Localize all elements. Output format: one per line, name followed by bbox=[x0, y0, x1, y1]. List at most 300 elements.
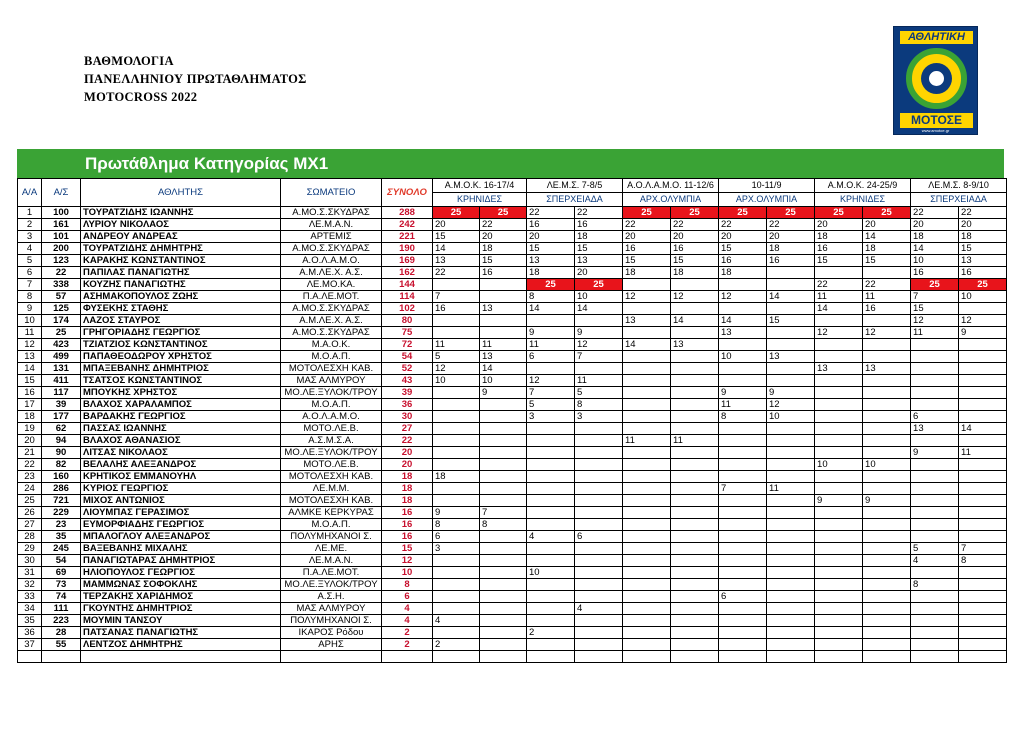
score-cell: 18 bbox=[527, 267, 575, 279]
club-cell: ΜΟΤΟ.ΛΕ.Β. bbox=[281, 423, 382, 435]
score-cell: 20 bbox=[719, 231, 767, 243]
score-cell bbox=[719, 615, 767, 627]
score-cell: 16 bbox=[480, 267, 527, 279]
score-cell: 20 bbox=[959, 219, 1007, 231]
score-cell: 12 bbox=[527, 375, 575, 387]
score-cell: 14 bbox=[433, 243, 480, 255]
rider-name-cell: ΛΙΟΥΜΠΑΣ ΓΕΡΑΣΙΜΟΣ bbox=[81, 507, 281, 519]
score-cell bbox=[671, 519, 719, 531]
empty-cell bbox=[767, 651, 815, 663]
score-cell: 14 bbox=[623, 339, 671, 351]
table-row bbox=[18, 207, 1007, 219]
score-cell: 10 bbox=[480, 375, 527, 387]
score-cell bbox=[623, 579, 671, 591]
club-cell: Μ.Α.Ο.Κ. bbox=[281, 339, 382, 351]
rider-name-cell: ΛΥΡΙΟΥ ΝΙΚΟΛΑΟΣ bbox=[81, 219, 281, 231]
score-cell bbox=[623, 447, 671, 459]
race-number-cell: 160 bbox=[42, 471, 81, 483]
empty-cell bbox=[575, 651, 623, 663]
score-cell: 8 bbox=[433, 519, 480, 531]
race-number-cell: 74 bbox=[42, 591, 81, 603]
score-cell bbox=[959, 579, 1007, 591]
position-cell: 24 bbox=[18, 483, 42, 495]
table-row bbox=[18, 495, 1007, 507]
score-cell: 11 bbox=[671, 435, 719, 447]
club-cell: ΑΡΗΣ bbox=[281, 639, 382, 651]
score-cell bbox=[863, 339, 911, 351]
position-cell: 26 bbox=[18, 507, 42, 519]
score-cell: 9 bbox=[863, 495, 911, 507]
rider-name-cell: ΛΑΖΟΣ ΣΤΑΥΡΟΣ bbox=[81, 315, 281, 327]
score-cell bbox=[863, 399, 911, 411]
score-cell: 14 bbox=[575, 303, 623, 315]
score-cell: 18 bbox=[959, 231, 1007, 243]
score-cell bbox=[815, 375, 863, 387]
rider-name-cell: ΒΛΑΧΟΣ ΧΑΡΑΛΑΜΠΟΣ bbox=[81, 399, 281, 411]
score-cell bbox=[719, 519, 767, 531]
score-cell bbox=[480, 399, 527, 411]
score-cell bbox=[480, 411, 527, 423]
score-cell: 3 bbox=[575, 411, 623, 423]
position-cell: 23 bbox=[18, 471, 42, 483]
score-cell bbox=[767, 627, 815, 639]
club-cell: ΜΑΣ ΑΛΜΥΡΟΥ bbox=[281, 375, 382, 387]
table-row bbox=[18, 243, 1007, 255]
score-cell bbox=[623, 279, 671, 291]
score-cell: 18 bbox=[719, 267, 767, 279]
score-cell bbox=[527, 363, 575, 375]
empty-cell bbox=[911, 651, 959, 663]
score-cell: 18 bbox=[433, 471, 480, 483]
club-cell: ΠΟΛΥΜΗΧΑΝΟΙ Σ. bbox=[281, 531, 382, 543]
club-cell: Μ.Ο.Α.Π. bbox=[281, 351, 382, 363]
club-cell: Α.ΜΟ.Σ.ΣΚΥΔΡΑΣ bbox=[281, 327, 382, 339]
score-cell bbox=[623, 423, 671, 435]
score-cell bbox=[767, 495, 815, 507]
score-cell bbox=[671, 603, 719, 615]
club-cell: ΜΟΤΟ.ΛΕ.Β. bbox=[281, 459, 382, 471]
score-cell bbox=[767, 363, 815, 375]
position-cell: 25 bbox=[18, 495, 42, 507]
score-cell: 2 bbox=[433, 639, 480, 651]
table-row bbox=[18, 507, 1007, 519]
score-cell bbox=[959, 591, 1007, 603]
score-cell: 25 bbox=[623, 207, 671, 219]
empty-row bbox=[18, 651, 1007, 663]
total-points-cell: 16 bbox=[382, 519, 433, 531]
score-cell: 3 bbox=[433, 543, 480, 555]
score-cell: 25 bbox=[671, 207, 719, 219]
score-cell bbox=[671, 375, 719, 387]
total-points-cell: 169 bbox=[382, 255, 433, 267]
total-points-cell: 20 bbox=[382, 447, 433, 459]
score-cell bbox=[815, 579, 863, 591]
score-cell bbox=[623, 567, 671, 579]
score-cell bbox=[959, 471, 1007, 483]
score-cell bbox=[815, 531, 863, 543]
score-cell bbox=[719, 423, 767, 435]
score-cell: 22 bbox=[575, 207, 623, 219]
score-cell bbox=[480, 627, 527, 639]
score-cell bbox=[671, 411, 719, 423]
score-cell bbox=[623, 507, 671, 519]
score-cell bbox=[527, 315, 575, 327]
score-cell bbox=[863, 603, 911, 615]
score-cell bbox=[671, 555, 719, 567]
club-cell: Α.ΜΟ.Σ.ΣΚΥΔΡΑΣ bbox=[281, 207, 382, 219]
score-cell bbox=[719, 639, 767, 651]
table-row bbox=[18, 531, 1007, 543]
score-cell bbox=[671, 303, 719, 315]
position-cell: 31 bbox=[18, 567, 42, 579]
rider-name-cell: ΛΙΤΣΑΣ ΝΙΚΟΛΑΟΣ bbox=[81, 447, 281, 459]
score-cell bbox=[480, 423, 527, 435]
score-cell bbox=[527, 519, 575, 531]
score-cell bbox=[671, 279, 719, 291]
total-points-cell: 80 bbox=[382, 315, 433, 327]
score-cell bbox=[959, 303, 1007, 315]
score-cell: 16 bbox=[575, 219, 623, 231]
venue-header: ΑΡΧ.ΟΛΥΜΠΙΑ bbox=[719, 193, 815, 207]
rider-name-cell: ΜΠΟΥΚΗΣ ΧΡΗΣΤΟΣ bbox=[81, 387, 281, 399]
rider-name-cell: ΠΑΝΑΓΙΩΤΑΡΑΣ ΔΗΜΗΤΡΙΟΣ bbox=[81, 555, 281, 567]
score-cell bbox=[815, 615, 863, 627]
score-cell: 25 bbox=[815, 207, 863, 219]
score-cell bbox=[911, 567, 959, 579]
race-number-cell: 100 bbox=[42, 207, 81, 219]
position-cell: 34 bbox=[18, 603, 42, 615]
club-cell: ΜΟΤΟΛΕΣΧΗ ΚΑΒ. bbox=[281, 363, 382, 375]
position-cell: 13 bbox=[18, 351, 42, 363]
score-cell: 12 bbox=[433, 363, 480, 375]
empty-cell bbox=[671, 651, 719, 663]
rider-name-cell: ΦΥΣΕΚΗΣ ΣΤΑΘΗΣ bbox=[81, 303, 281, 315]
rider-name-cell: ΚΟΥΖΗΣ ΠΑΝΑΓΙΩΤΗΣ bbox=[81, 279, 281, 291]
empty-cell bbox=[81, 651, 281, 663]
score-cell bbox=[719, 279, 767, 291]
score-cell: 11 bbox=[575, 375, 623, 387]
score-cell bbox=[480, 435, 527, 447]
score-cell: 12 bbox=[911, 315, 959, 327]
score-cell: 14 bbox=[527, 303, 575, 315]
race-number-cell: 94 bbox=[42, 435, 81, 447]
rider-name-cell: ΤΟΥΡΑΤΖΙΔΗΣ ΔΗΜΗΤΡΗΣ bbox=[81, 243, 281, 255]
score-cell bbox=[575, 627, 623, 639]
score-cell: 18 bbox=[815, 231, 863, 243]
score-cell bbox=[719, 375, 767, 387]
score-cell: 10 bbox=[959, 291, 1007, 303]
score-cell bbox=[480, 555, 527, 567]
score-cell bbox=[480, 483, 527, 495]
score-cell: 18 bbox=[575, 231, 623, 243]
score-cell: 20 bbox=[815, 219, 863, 231]
logo-url: www.amotoe.gr bbox=[921, 128, 950, 133]
score-cell: 13 bbox=[863, 363, 911, 375]
score-cell: 22 bbox=[767, 219, 815, 231]
score-cell: 8 bbox=[911, 579, 959, 591]
score-cell bbox=[575, 495, 623, 507]
position-cell: 17 bbox=[18, 399, 42, 411]
score-cell: 15 bbox=[959, 243, 1007, 255]
position-cell: 19 bbox=[18, 423, 42, 435]
score-cell: 2 bbox=[527, 627, 575, 639]
score-cell bbox=[671, 531, 719, 543]
position-cell: 12 bbox=[18, 339, 42, 351]
race-number-cell: 223 bbox=[42, 615, 81, 627]
score-cell bbox=[815, 423, 863, 435]
club-cell: ΜΟ.ΛΕ.ΞΥΛΟΚ/ΤΡΟΥ bbox=[281, 579, 382, 591]
position-cell: 15 bbox=[18, 375, 42, 387]
score-cell: 4 bbox=[911, 555, 959, 567]
score-cell bbox=[863, 591, 911, 603]
race-number-cell: 229 bbox=[42, 507, 81, 519]
score-cell bbox=[671, 327, 719, 339]
score-cell bbox=[815, 507, 863, 519]
score-cell bbox=[480, 291, 527, 303]
total-points-cell: 54 bbox=[382, 351, 433, 363]
rider-name-cell: ΒΑΡΔΑΚΗΣ ΓΕΩΡΓΙΟΣ bbox=[81, 411, 281, 423]
total-points-cell: 75 bbox=[382, 327, 433, 339]
event-header: Α.Μ.Ο.Κ. 24-25/9 bbox=[815, 179, 911, 193]
rider-name-cell: ΒΛΑΧΟΣ ΑΘΑΝΑΣΙΟΣ bbox=[81, 435, 281, 447]
score-cell bbox=[623, 471, 671, 483]
total-points-cell: 16 bbox=[382, 507, 433, 519]
race-number-cell: 101 bbox=[42, 231, 81, 243]
position-cell: 29 bbox=[18, 543, 42, 555]
score-cell: 15 bbox=[480, 255, 527, 267]
score-cell bbox=[575, 447, 623, 459]
position-cell: 21 bbox=[18, 447, 42, 459]
score-cell bbox=[911, 507, 959, 519]
total-points-cell: 242 bbox=[382, 219, 433, 231]
score-cell bbox=[527, 543, 575, 555]
score-cell bbox=[575, 555, 623, 567]
score-cell: 15 bbox=[527, 243, 575, 255]
total-points-cell: 15 bbox=[382, 543, 433, 555]
score-cell: 13 bbox=[575, 255, 623, 267]
empty-cell bbox=[623, 651, 671, 663]
score-cell bbox=[959, 459, 1007, 471]
score-cell: 12 bbox=[719, 291, 767, 303]
score-cell: 7 bbox=[433, 291, 480, 303]
total-points-cell: 288 bbox=[382, 207, 433, 219]
race-number-cell: 245 bbox=[42, 543, 81, 555]
score-cell bbox=[433, 603, 480, 615]
race-number-cell: 177 bbox=[42, 411, 81, 423]
rider-name-cell: ΚΑΡΑΚΗΣ ΚΩΝΣΤΑΝΤΙΝΟΣ bbox=[81, 255, 281, 267]
score-cell: 15 bbox=[767, 315, 815, 327]
rider-name-cell: ΠΑΠΙΛΑΣ ΠΑΝΑΓΙΩΤΗΣ bbox=[81, 267, 281, 279]
title-line: ΒΑΘΜΟΛΟΓΙΑ bbox=[84, 54, 174, 68]
table-row bbox=[18, 315, 1007, 327]
score-cell: 5 bbox=[911, 543, 959, 555]
score-cell bbox=[623, 303, 671, 315]
club-cell: Α.Μ.ΛΕ.Χ. Α.Σ. bbox=[281, 267, 382, 279]
score-cell bbox=[623, 627, 671, 639]
position-cell: 28 bbox=[18, 531, 42, 543]
score-cell bbox=[480, 327, 527, 339]
logo-top-text: ΑΘΛΗΤΙΚΗ bbox=[900, 31, 973, 44]
score-cell bbox=[815, 411, 863, 423]
score-cell bbox=[911, 339, 959, 351]
score-cell: 11 bbox=[767, 483, 815, 495]
score-cell bbox=[767, 543, 815, 555]
score-cell: 5 bbox=[575, 387, 623, 399]
score-cell: 12 bbox=[959, 315, 1007, 327]
race-number-cell: 131 bbox=[42, 363, 81, 375]
score-cell: 20 bbox=[911, 219, 959, 231]
club-cell: ΜΟ.ΛΕ.ΞΥΛΟΚ/ΤΡΟΥ bbox=[281, 447, 382, 459]
race-number-cell: 35 bbox=[42, 531, 81, 543]
score-cell bbox=[911, 603, 959, 615]
score-cell bbox=[671, 639, 719, 651]
score-cell bbox=[863, 387, 911, 399]
venue-header: ΚΡΗΝΙΔΕΣ bbox=[433, 193, 527, 207]
score-cell: 8 bbox=[959, 555, 1007, 567]
table-row bbox=[18, 399, 1007, 411]
rider-name-cell: ΜΑΜΜΩΝΑΣ ΣΟΦΟΚΛΗΣ bbox=[81, 579, 281, 591]
position-cell: 36 bbox=[18, 627, 42, 639]
total-points-cell: 10 bbox=[382, 567, 433, 579]
score-cell: 20 bbox=[575, 267, 623, 279]
score-cell bbox=[480, 639, 527, 651]
position-cell: 27 bbox=[18, 519, 42, 531]
total-points-cell: 190 bbox=[382, 243, 433, 255]
table-row bbox=[18, 447, 1007, 459]
score-cell bbox=[719, 447, 767, 459]
rider-name-cell: ΜΠΑΛΟΓΛΟΥ ΑΛΕΞΑΝΔΡΟΣ bbox=[81, 531, 281, 543]
race-number-cell: 25 bbox=[42, 327, 81, 339]
table-row bbox=[18, 267, 1007, 279]
table-row bbox=[18, 339, 1007, 351]
club-cell: Μ.Ο.Α.Π. bbox=[281, 519, 382, 531]
score-cell bbox=[575, 315, 623, 327]
rider-name-cell: ΜΠΑΞΕΒΑΝΗΣ ΔΗΜΗΤΡΙΟΣ bbox=[81, 363, 281, 375]
header-total: ΣΥΝΟΛΟ bbox=[382, 179, 433, 207]
score-cell bbox=[480, 495, 527, 507]
table-row bbox=[18, 591, 1007, 603]
score-cell: 20 bbox=[767, 231, 815, 243]
score-cell bbox=[527, 579, 575, 591]
score-cell bbox=[767, 303, 815, 315]
score-cell bbox=[623, 615, 671, 627]
score-cell: 6 bbox=[433, 531, 480, 543]
table-row bbox=[18, 639, 1007, 651]
header-club: ΣΩΜΑΤΕΙΟ bbox=[281, 179, 382, 207]
score-cell bbox=[767, 531, 815, 543]
table-row bbox=[18, 303, 1007, 315]
race-number-cell: 125 bbox=[42, 303, 81, 315]
standings-body bbox=[18, 207, 1007, 663]
score-cell bbox=[911, 435, 959, 447]
score-cell bbox=[575, 591, 623, 603]
empty-cell bbox=[863, 651, 911, 663]
score-cell: 12 bbox=[623, 291, 671, 303]
club-cell: Α.ΜΟ.Σ.ΣΚΥΔΡΑΣ bbox=[281, 243, 382, 255]
score-cell: 11 bbox=[911, 327, 959, 339]
score-cell: 25 bbox=[575, 279, 623, 291]
score-cell bbox=[623, 459, 671, 471]
club-cell: Α.Μ.ΛΕ.Χ. Α.Σ. bbox=[281, 315, 382, 327]
position-cell: 30 bbox=[18, 555, 42, 567]
score-cell: 25 bbox=[433, 207, 480, 219]
score-cell bbox=[863, 267, 911, 279]
score-cell: 20 bbox=[480, 231, 527, 243]
score-cell bbox=[527, 471, 575, 483]
club-cell: ΜΟΤΟΛΕΣΧΗ ΚΑΒ. bbox=[281, 471, 382, 483]
score-cell bbox=[719, 303, 767, 315]
score-cell: 22 bbox=[911, 207, 959, 219]
score-cell: 12 bbox=[815, 327, 863, 339]
score-cell bbox=[815, 555, 863, 567]
score-cell: 25 bbox=[767, 207, 815, 219]
standings-table bbox=[17, 178, 1007, 663]
club-cell: Α.ΜΟ.Σ.ΣΚΥΔΡΑΣ bbox=[281, 303, 382, 315]
score-cell bbox=[719, 363, 767, 375]
score-cell: 11 bbox=[959, 447, 1007, 459]
score-cell: 15 bbox=[671, 255, 719, 267]
score-cell bbox=[671, 447, 719, 459]
race-number-cell: 161 bbox=[42, 219, 81, 231]
score-cell bbox=[863, 471, 911, 483]
total-points-cell: 2 bbox=[382, 627, 433, 639]
score-cell: 13 bbox=[911, 423, 959, 435]
score-cell bbox=[480, 591, 527, 603]
score-cell: 25 bbox=[480, 207, 527, 219]
score-cell: 22 bbox=[623, 219, 671, 231]
race-number-cell: 117 bbox=[42, 387, 81, 399]
race-number-cell: 69 bbox=[42, 567, 81, 579]
score-cell bbox=[433, 399, 480, 411]
table-row bbox=[18, 363, 1007, 375]
club-cell: ΛΕ.ΜΕ. bbox=[281, 543, 382, 555]
race-number-cell: 111 bbox=[42, 603, 81, 615]
score-cell bbox=[863, 531, 911, 543]
score-cell: 14 bbox=[719, 315, 767, 327]
total-points-cell: 2 bbox=[382, 639, 433, 651]
score-cell bbox=[863, 543, 911, 555]
score-cell bbox=[959, 531, 1007, 543]
total-points-cell: 52 bbox=[382, 363, 433, 375]
score-cell bbox=[527, 423, 575, 435]
score-cell: 10 bbox=[911, 255, 959, 267]
score-cell bbox=[959, 639, 1007, 651]
table-row bbox=[18, 555, 1007, 567]
score-cell bbox=[911, 351, 959, 363]
score-cell bbox=[433, 279, 480, 291]
category-banner: Πρωτάθλημα Κατηγορίας ΜΧ1 bbox=[17, 149, 1004, 178]
empty-cell bbox=[815, 651, 863, 663]
race-number-cell: 57 bbox=[42, 291, 81, 303]
score-cell bbox=[863, 627, 911, 639]
score-cell bbox=[815, 543, 863, 555]
position-cell: 20 bbox=[18, 435, 42, 447]
score-cell: 20 bbox=[527, 231, 575, 243]
score-cell bbox=[480, 603, 527, 615]
total-points-cell: 18 bbox=[382, 471, 433, 483]
table-row bbox=[18, 615, 1007, 627]
total-points-cell: 4 bbox=[382, 603, 433, 615]
total-points-cell: 221 bbox=[382, 231, 433, 243]
rider-name-cell: ΜΟΥΜΙΝ ΤΑΝΣΟΥ bbox=[81, 615, 281, 627]
event-header: Α.Μ.Ο.Κ. 16-17/4 bbox=[433, 179, 527, 193]
score-cell: 11 bbox=[719, 399, 767, 411]
score-cell bbox=[911, 459, 959, 471]
score-cell bbox=[433, 423, 480, 435]
race-number-cell: 73 bbox=[42, 579, 81, 591]
score-cell bbox=[480, 471, 527, 483]
score-cell: 16 bbox=[623, 243, 671, 255]
